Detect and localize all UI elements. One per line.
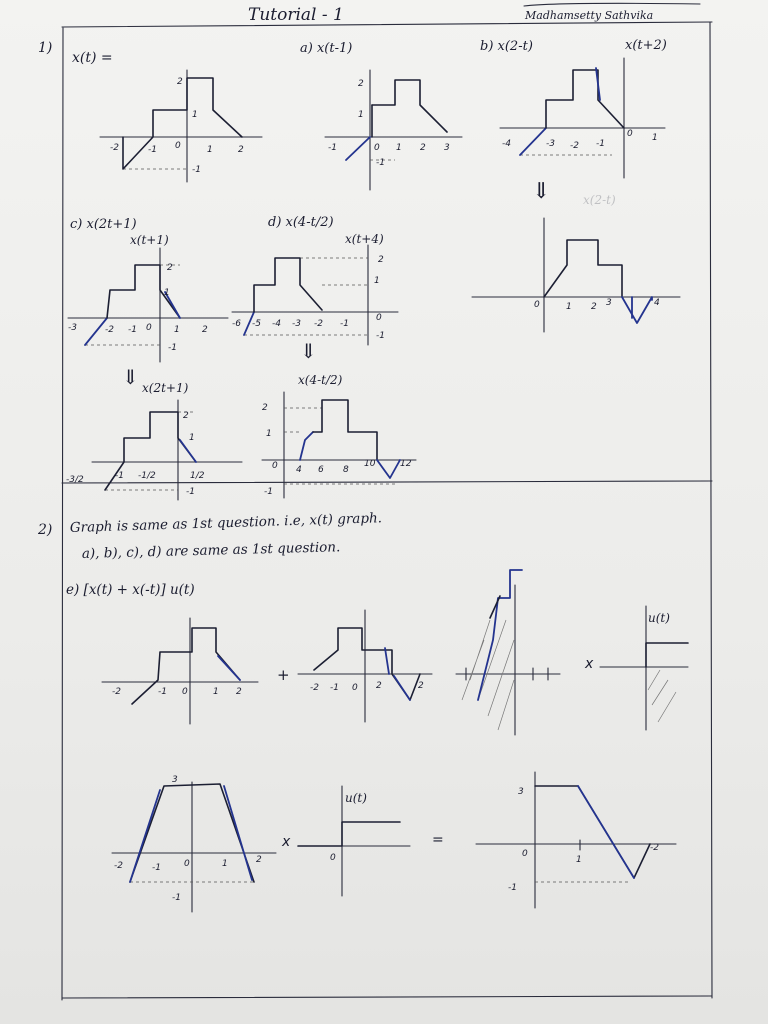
- tick-label: 2: [378, 255, 384, 265]
- arrow-down-icon: ⇓: [122, 365, 139, 389]
- tick-label: 0: [376, 313, 382, 323]
- tick-label: 2: [238, 145, 244, 155]
- tick-label: 2: [376, 681, 382, 691]
- graph-e-sum: [112, 775, 276, 912]
- tick-label: 2: [236, 687, 242, 697]
- multiply-sign: x: [282, 834, 291, 850]
- part-a-label: a) x(t-1): [300, 41, 353, 56]
- tick-label: -1: [376, 331, 385, 341]
- tick-label: 2: [167, 263, 173, 273]
- tick-label: -2: [110, 143, 119, 153]
- graph-e-result: [476, 772, 676, 908]
- tick-label: -1: [152, 863, 161, 873]
- tick-label: -2: [314, 319, 323, 329]
- tick-label: 1: [652, 133, 658, 143]
- tick-label: -1: [328, 143, 337, 153]
- tick-label: -1: [148, 145, 157, 155]
- equals-sign: =: [432, 832, 444, 848]
- graph-b-result: [472, 218, 680, 332]
- tick-label: 10: [364, 459, 376, 469]
- part-e-label: e) [x(t) + x(-t)] u(t): [66, 582, 195, 598]
- tick-label: 1: [213, 687, 219, 697]
- graph-c-shift: [68, 248, 228, 362]
- tick-label: -2: [310, 683, 319, 693]
- question-1-number: 1): [38, 40, 53, 56]
- tick-label: 1: [222, 859, 228, 869]
- tick-label: -1: [168, 343, 177, 353]
- tick-label: -1: [376, 158, 385, 168]
- arrow-down-icon: ⇓: [532, 179, 551, 204]
- tick-label: 2: [262, 403, 268, 413]
- tick-label: -1: [186, 487, 195, 497]
- signal-x-label: x(t) =: [72, 50, 113, 66]
- tick-label: 0: [534, 300, 540, 310]
- part-c-side-label: x(t+1): [130, 233, 169, 247]
- part-b-result-label: x(2-t): [583, 193, 616, 207]
- tick-label: 2: [202, 325, 208, 335]
- graph-b-shift: [500, 58, 665, 178]
- tick-label: 0: [352, 683, 358, 693]
- part-d-side-label: x(t+4): [345, 232, 384, 246]
- tick-label: 3: [444, 143, 450, 153]
- tick-label: -4: [272, 319, 281, 329]
- part-c-result-label: x(2t+1): [142, 381, 189, 395]
- q2-text-line-2: a), b), c), d) are same as 1st question.: [81, 539, 341, 562]
- tick-label: 1: [266, 429, 272, 439]
- tick-label: 2: [183, 411, 189, 421]
- tick-label: 0: [182, 687, 188, 697]
- tick-label: -1: [192, 165, 201, 175]
- part-c-label: c) x(2t+1): [70, 217, 137, 232]
- tick-label: 4: [296, 465, 302, 475]
- tick-label: -1: [596, 139, 605, 149]
- tick-label: 3: [518, 787, 524, 797]
- tick-label: 0: [330, 853, 336, 863]
- tick-label: 2: [591, 302, 597, 312]
- part-b-label: b) x(2-t): [480, 39, 533, 54]
- tick-label: 1: [207, 145, 213, 155]
- multiply-sign: x: [585, 656, 594, 672]
- tick-label: -2: [114, 861, 123, 871]
- unit-step-label: u(t): [345, 791, 367, 805]
- tick-label: -2: [105, 325, 114, 335]
- graph-c-result: [66, 400, 242, 500]
- tick-label: 0: [522, 849, 528, 859]
- tick-label: 3: [606, 298, 612, 308]
- page-title: Tutorial - 1: [248, 5, 344, 25]
- tick-label: -1/2: [138, 471, 156, 481]
- tick-label: 1/2: [190, 471, 205, 481]
- graph-e-sketch: [456, 570, 560, 735]
- tick-label: -1: [330, 683, 339, 693]
- tick-label: -1: [340, 319, 349, 329]
- graph-e-x-t: [102, 618, 258, 724]
- q2-text-line-1: Graph is same as 1st question. i.e, x(t) graph.: [69, 510, 383, 536]
- graph-d-shift: [232, 245, 398, 345]
- graph-e-x-minus-t: [298, 610, 432, 722]
- tick-label: 1: [374, 276, 380, 286]
- tick-label: -1: [115, 471, 124, 481]
- graph-e-u-t-second: [298, 786, 410, 896]
- tick-label: 2: [177, 77, 183, 87]
- tick-label: -3: [546, 139, 555, 149]
- tick-label: 2: [358, 79, 364, 89]
- tick-label: 3: [172, 775, 178, 785]
- tick-label: 2: [420, 143, 426, 153]
- part-b-side-label: x(t+2): [625, 38, 667, 53]
- tick-label: -1: [264, 487, 273, 497]
- tick-label: 2: [418, 681, 424, 691]
- tick-label: -2: [650, 843, 659, 853]
- tick-label: 6: [318, 465, 324, 475]
- tick-label: 1: [189, 433, 195, 443]
- tick-label: 0: [175, 141, 181, 151]
- tick-label: 1: [576, 855, 582, 865]
- part-d-label: d) x(4-t/2): [268, 215, 334, 230]
- tick-label: 2: [256, 855, 262, 865]
- graph-a-shift: [325, 70, 462, 190]
- author-name: Madhamsetty Sathvika: [525, 9, 654, 22]
- part-d-result-label: x(4-t/2): [298, 373, 343, 387]
- tick-label: 0: [184, 859, 190, 869]
- tick-label: -3: [292, 319, 301, 329]
- question-2-number: 2): [38, 522, 53, 538]
- tick-label: -3/2: [66, 475, 84, 485]
- tick-label: -3: [68, 323, 77, 333]
- tick-label: 1: [164, 288, 170, 298]
- tick-label: 1: [566, 302, 572, 312]
- tick-label: -5: [252, 319, 261, 329]
- header-scribble: [524, 3, 700, 6]
- tick-label: 1: [174, 325, 180, 335]
- tick-label: -2: [112, 687, 121, 697]
- tick-label: 12: [400, 459, 412, 469]
- tick-label: -1: [158, 687, 167, 697]
- tick-label: 0: [627, 129, 633, 139]
- plus-sign: +: [277, 666, 290, 684]
- tick-label: -1: [508, 883, 517, 893]
- tick-label: -1: [172, 893, 181, 903]
- tick-label: 0: [374, 143, 380, 153]
- tick-label: -6: [232, 319, 241, 329]
- arrow-down-icon: ⇓: [300, 339, 317, 363]
- tick-label: 0: [146, 323, 152, 333]
- tick-label: 1: [192, 110, 198, 120]
- unit-step-label: u(t): [648, 611, 670, 625]
- tick-label: 0: [272, 461, 278, 471]
- tick-label: -1: [128, 325, 137, 335]
- tick-label: -2: [570, 141, 579, 151]
- graph-e-u-t: [600, 606, 688, 730]
- tick-label: 1: [358, 110, 364, 120]
- tick-label: 8: [343, 465, 349, 475]
- graph-x-t: [100, 70, 262, 182]
- tick-label: -4: [502, 139, 511, 149]
- tick-label: 4: [654, 298, 660, 308]
- tick-label: 1: [396, 143, 402, 153]
